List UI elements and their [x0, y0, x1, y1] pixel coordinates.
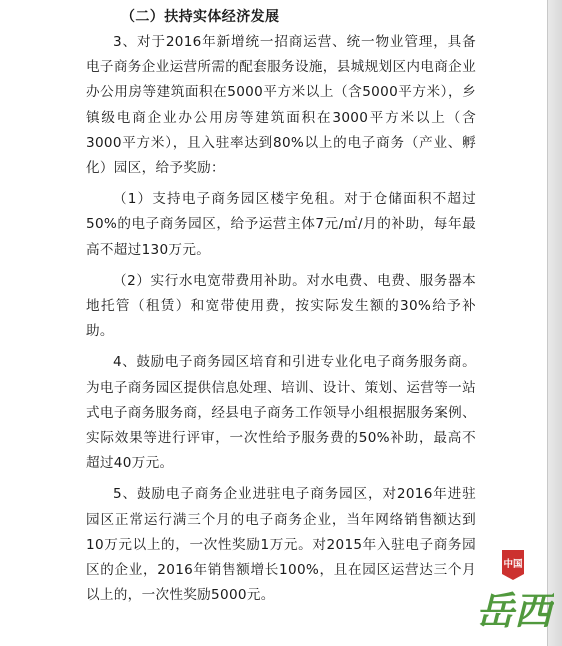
- yuexi-logo-text: 岳西: [475, 588, 553, 633]
- paragraph-item-1: （1）支持电子商务园区楼宇免租。对于仓储面积不超过50%的电子商务园区，给予运营主体7元/㎡/月的补助，每年最高不超过130万元。: [86, 191, 476, 258]
- paragraph-article-5: 5、鼓励电子商务企业进驻电子商务园区，对2016年进驻园区正常运行满三个月的电子商务企业，当年网络销售额达到10万元以上的，一次性奖励1万元。对2015年入驻电子商务园区的企业，2016年销售额增长100%，且在园区运营达三个月以上的，一次性奖励5000元。: [86, 486, 476, 604]
- paragraph-article-4: 4、鼓励电子商务园区培育和引进专业化电子商务服务商。为电子商务园区提供信息处理、培训、设计、策划、运营等一站式电子商务服务商，经县电子商务工作领导小组根据服务案例、实际效果等进行评审，一次性给予服务费的50%补助，最高不超过40万元。: [86, 354, 476, 472]
- yuexi-logo-watermark: [474, 548, 554, 640]
- document-body: [86, 4, 476, 614]
- paragraph-item-2: （2）实行水电宽带费用补助。对水电费、电费、服务器本地托管（租赁）和宽带使用费，按实际发生额的30%给予补助。: [86, 272, 476, 340]
- paragraph-article-3: 3、对于2016年新增统一招商运营、统一物业管理，具备电子商务企业运营所需的配套服务设施，县城规划区内电商企业办公用房等建筑面积在5000平方米以上（含5000平方米），乡镇级电商企业办公用房等建筑面积在3000平方米以上（含3000平方米），且入驻率达到80%以上的电子商务（产业、孵化）园区，给予奖励：: [86, 34, 476, 177]
- china-badge-text: 中国: [503, 559, 523, 570]
- china-badge: [502, 550, 524, 580]
- section-heading: （二）扶持实体经济发展: [121, 9, 280, 25]
